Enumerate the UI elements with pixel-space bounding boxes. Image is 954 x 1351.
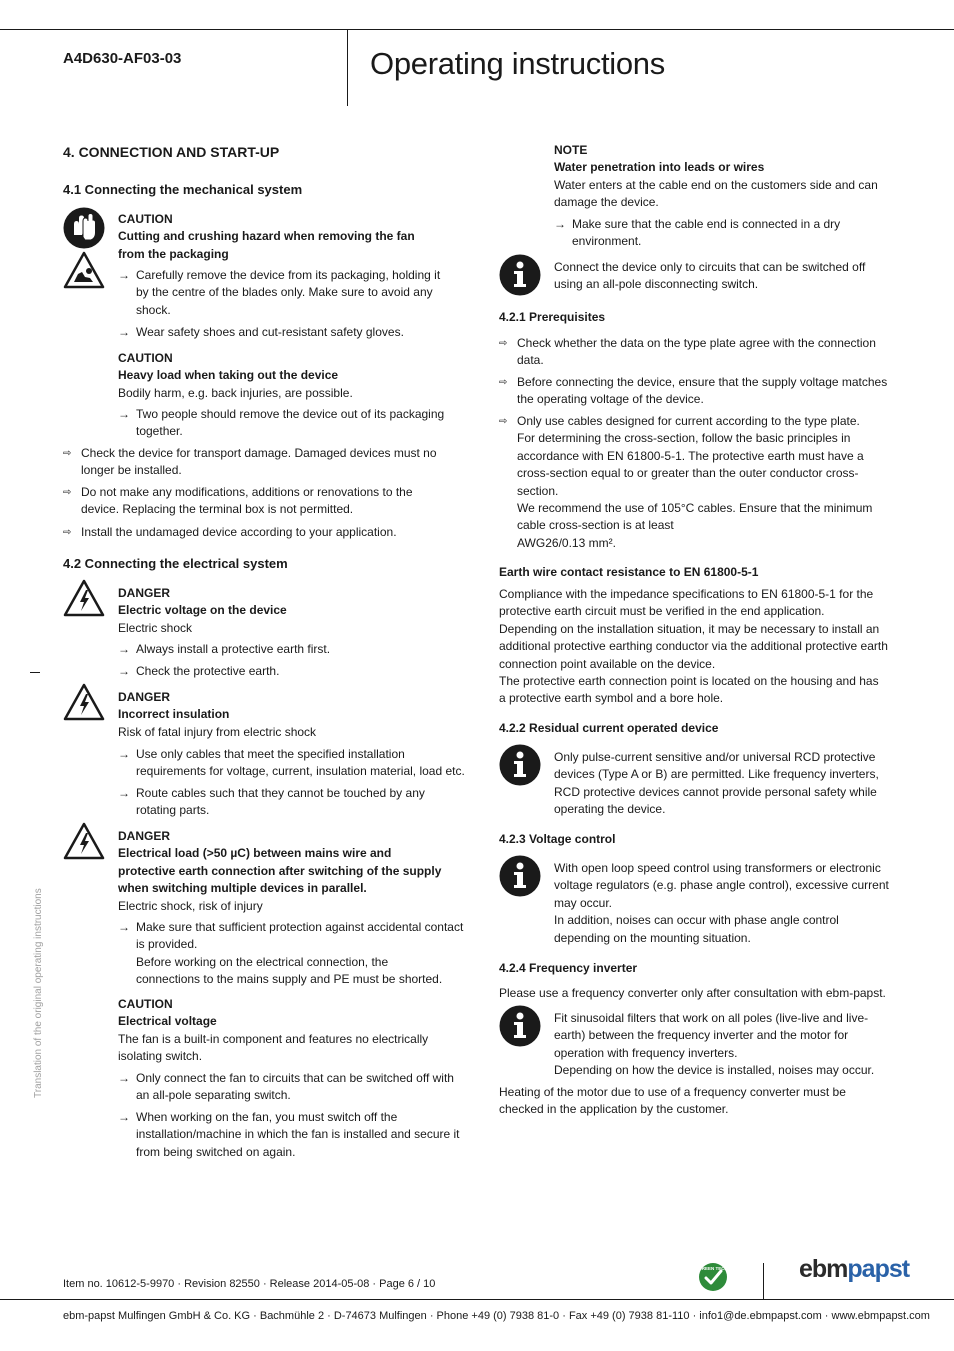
note-description: Water enters at the cable end on the customers side and can [554,177,878,192]
heading-rcd: 4.2.2 Residual current operated device [499,721,719,735]
step-line: is provided. [136,937,198,952]
paragraph-line: connection point available on the device. [499,656,716,671]
step-line: connections to the mains supply and PE must be shorted. [136,972,443,987]
step-line: rotating parts. [136,803,210,818]
step-line: together. [136,424,183,439]
caution-block-electrical-voltage [118,996,428,1066]
info-block-rcd [554,749,879,819]
step-line: Always install a protective earth first. [136,642,331,656]
paragraph-line: Heating of the motor due to use of a frequency converter must be [499,1085,846,1099]
danger-description: Risk of fatal injury from electric shock [118,724,317,739]
list-line: cross-section equal to or greater than the outer conductor cross- [517,466,859,481]
paragraph-line: a protective earth symbol and a bore hole. [499,691,724,706]
header-divider [347,29,348,106]
sidebar-note: Translation of the original operating instructions [33,888,44,1098]
arrow-icon: → [118,786,130,800]
note-block-water [554,142,878,212]
info-line: Connect the device only to circuits that can be switched off [554,260,866,274]
info-line: using an all-pole disconnecting switch. [554,277,759,292]
electric-hazard-icon [63,579,105,617]
list-line: Do not make any modifications, additions or renovations to the [81,485,413,499]
heading-frequency-inverter: 4.2.4 Frequency inverter [499,961,638,975]
list-item [63,524,397,541]
info-line: In addition, noises can occur with phase angle control [554,913,839,928]
list-item [63,484,413,519]
company-info: ebm-papst Mulfingen GmbH & Co. KG · Bachmühle 2 · D-74673 Mulfingen · Phone +49 (0) 7938 81-0 · Fax +49 (0) 7938 81-110 · info1@de.ebmpapst.com · www.ebmpapst.com [63,1310,930,1322]
caution-label: CAUTION [118,351,173,365]
step-line: Make sure that the cable end is connected in a dry [572,217,841,231]
instruction-step [118,1109,460,1161]
info-icon [499,744,541,786]
caution-block-packaging [118,211,415,263]
step-line: shock. [136,302,171,317]
instruction-step [118,324,404,341]
step-line: requirements for voltage, current, insulation material, load etc. [136,764,465,779]
instruction-step [118,406,444,441]
info-line: operation with frequency inverters. [554,1045,738,1060]
caution-description: isolating switch. [118,1049,203,1064]
danger-heading-line: Electrical load (>50 µC) between mains wire and [118,846,392,861]
bullet-arrow-icon: ⇨ [63,448,72,459]
logo-part-papst: papst [847,1255,910,1283]
step-line: Carefully remove the device from its packaging, holding it [136,268,441,282]
caution-description: Bodily harm, e.g. back injuries, are possible. [118,385,353,400]
list-line: We recommend the use of 105°C cables. Ensure that the minimum [517,501,873,516]
footer-divider [763,1263,764,1299]
list-line: Check the device for transport damage. Damaged devices must no [81,446,437,460]
list-line: cable cross-section is at least [517,518,674,533]
list-line: section. [517,483,559,498]
instruction-step [118,1070,454,1105]
instruction-step [118,785,425,820]
header-top-rule [0,29,954,30]
info-line: RCD protective devices cannot provide personal safety while [554,784,877,799]
list-line: AWG26/0.13 mm². [517,535,616,550]
danger-label: DANGER [118,586,171,600]
info-line: devices (Type A or B) are permitted. Like frequency inverters, [554,767,879,782]
list-item [499,413,872,552]
info-line: depending on the mounting situation. [554,930,751,945]
info-line: voltage regulators (e.g. phase angle control), excessive current [554,878,889,893]
info-line: operating the device. [554,802,666,817]
list-line: Install the undamaged device according to your application. [81,525,397,539]
info-line: may occur. [554,895,613,910]
heading-prerequisites: 4.2.1 Prerequisites [499,310,606,324]
info-line: Depending on how the device is installed, noises may occur. [554,1063,875,1078]
arrow-icon: → [118,325,130,339]
heading-mechanical: 4.1 Connecting the mechanical system [63,182,303,197]
step-line: an all-pole separating switch. [136,1088,291,1103]
step-line: by the centre of the blades only. Make sure to avoid any [136,285,433,300]
heading-electrical: 4.2 Connecting the electrical system [63,556,288,571]
list-line: longer be installed. [81,463,182,478]
list-item [499,335,876,370]
info-line: Fit sinusoidal filters that work on all poles (live-live and live- [554,1011,869,1025]
step-line: environment. [572,234,642,249]
step-line: When working on the fan, you must switch off the [136,1110,398,1124]
caution-description: The fan is a built-in component and features no electrically [118,1031,429,1046]
danger-block-insulation [118,689,316,741]
danger-description: Electric shock, risk of injury [118,898,263,913]
arrow-icon: → [118,747,130,761]
frequency-intro: Please use a frequency converter only after consultation with ebm-papst. [499,986,886,1000]
bullet-arrow-icon: ⇨ [63,527,72,538]
fold-mark [30,672,40,673]
caution-heading-line: from the packaging [118,246,229,261]
note-label: NOTE [554,143,588,157]
step-line: Route cables such that they cannot be touched by any [136,786,425,800]
paragraph-line: protective earth circuit must be verified in the end application. [499,604,825,619]
danger-block-voltage [118,585,287,637]
info-block-voltage [554,860,889,947]
info-icon [499,1005,541,1047]
info-line: Only pulse-current sensitive and/or universal RCD protective [554,750,876,764]
ebmpapst-logo [799,1255,910,1283]
heading-earth-wire: Earth wire contact resistance to EN 61800-5-1 [499,565,759,579]
list-line: Only use cables designed for current according to the type plate. [517,414,860,428]
paragraph-line: The protective earth connection point is located on the housing and has [499,674,879,689]
footer-rule [0,1299,954,1300]
list-line: the operating voltage of the device. [517,392,704,407]
step-line: Only connect the fan to circuits that can be switched off with [136,1071,454,1085]
bullet-arrow-icon: ⇨ [499,377,508,388]
arrow-icon: → [118,268,130,282]
list-line: accordance with EN 61800-5-1. The protective earth must have a [517,448,864,463]
list-line: Before connecting the device, ensure that the supply voltage matches [517,375,888,389]
instruction-step [118,919,463,989]
info-line: earth) between the frequency inverter and the motor for [554,1028,849,1043]
list-item [499,374,887,409]
list-item [63,445,437,480]
step-line: Check the protective earth. [136,664,280,678]
caution-label: CAUTION [118,997,173,1011]
danger-label: DANGER [118,690,171,704]
electric-hazard-icon [63,822,105,860]
step-line: installation/machine in which the fan is installed and secure it [136,1127,460,1142]
instruction-step [118,746,465,781]
step-line: Make sure that sufficient protection against accidental contact [136,920,464,934]
arrow-icon: → [118,1110,130,1124]
arrow-icon: → [118,664,130,678]
item-info: Item no. 10612-5-9970 · Revision 82550 · Release 2014-05-08 · Page 6 / 10 [63,1278,436,1290]
instruction-step [118,663,279,680]
danger-heading: Electric voltage on the device [118,603,287,618]
instruction-step [118,267,440,319]
caution-block-heavy-load [118,350,353,402]
earth-wire-text [499,586,888,708]
list-line: data. [517,353,544,368]
frequency-closing-text [499,1084,846,1119]
danger-block-electrical-load [118,828,441,915]
step-line: Before working on the electrical connection, the [136,954,389,969]
bullet-arrow-icon: ⇨ [499,416,508,427]
paragraph-line: Depending on the installation situation, it may be necessary to install an [499,621,880,636]
caution-heading-line: Cutting and crushing hazard when removing the fan [118,229,415,244]
danger-heading: Incorrect insulation [118,707,230,722]
paragraph-line: checked in the application by the customer. [499,1102,729,1117]
cutting-hazard-icon [63,251,105,289]
arrow-icon: → [118,642,130,656]
info-icon [499,855,541,897]
list-line: For determining the cross-section, follow the basic principles in [517,431,851,446]
bullet-arrow-icon: ⇨ [499,338,508,349]
step-line: from being switched on again. [136,1144,296,1159]
caution-heading: Electrical voltage [118,1014,217,1029]
note-description: damage the device. [554,195,659,210]
step-line: Two people should remove the device out of its packaging [136,407,445,421]
electric-hazard-icon [63,683,105,721]
heading-voltage-control: 4.2.3 Voltage control [499,832,616,846]
info-icon [499,254,541,296]
info-block-filters [554,1010,874,1080]
danger-heading-line: protective earth connection after switching of the supply [118,863,442,878]
instruction-step [554,216,840,251]
danger-description: Electric shock [118,620,193,635]
caution-heading: Heavy load when taking out the device [118,368,339,383]
step-line: Wear safety shoes and cut-resistant safety gloves. [136,325,404,339]
protective-gloves-icon [63,207,105,249]
arrow-icon: → [118,1071,130,1085]
arrow-icon: → [118,920,130,934]
arrow-icon: → [118,407,130,421]
green-tech-badge-icon [698,1262,728,1292]
bullet-arrow-icon: ⇨ [63,487,72,498]
logo-part-ebm: ebm [799,1255,848,1283]
caution-label: CAUTION [118,212,173,226]
list-line: device. Replacing the terminal box is not permitted. [81,502,354,517]
info-block-switch [554,259,865,294]
step-line: Use only cables that meet the specified installation [136,747,405,761]
danger-label: DANGER [118,829,171,843]
info-line: With open loop speed control using transformers or electronic [554,861,881,875]
list-line: Check whether the data on the type plate agree with the connection [517,336,876,350]
page-title: Operating instructions [370,46,665,81]
document-id: A4D630-AF03-03 [63,50,182,67]
note-heading: Water penetration into leads or wires [554,160,765,175]
arrow-icon: → [554,217,566,231]
danger-heading-line: when switching multiple devices in parallel. [118,881,367,896]
paragraph-line: additional protective earthing conductor via the additional protective earth [499,639,888,654]
paragraph-line: Compliance with the impedance specifications to EN 61800-5-1 for the [499,587,874,601]
section-heading: 4. CONNECTION AND START-UP [63,144,280,160]
instruction-step [118,641,330,658]
badge-text: GREEN TECH [698,1266,728,1271]
